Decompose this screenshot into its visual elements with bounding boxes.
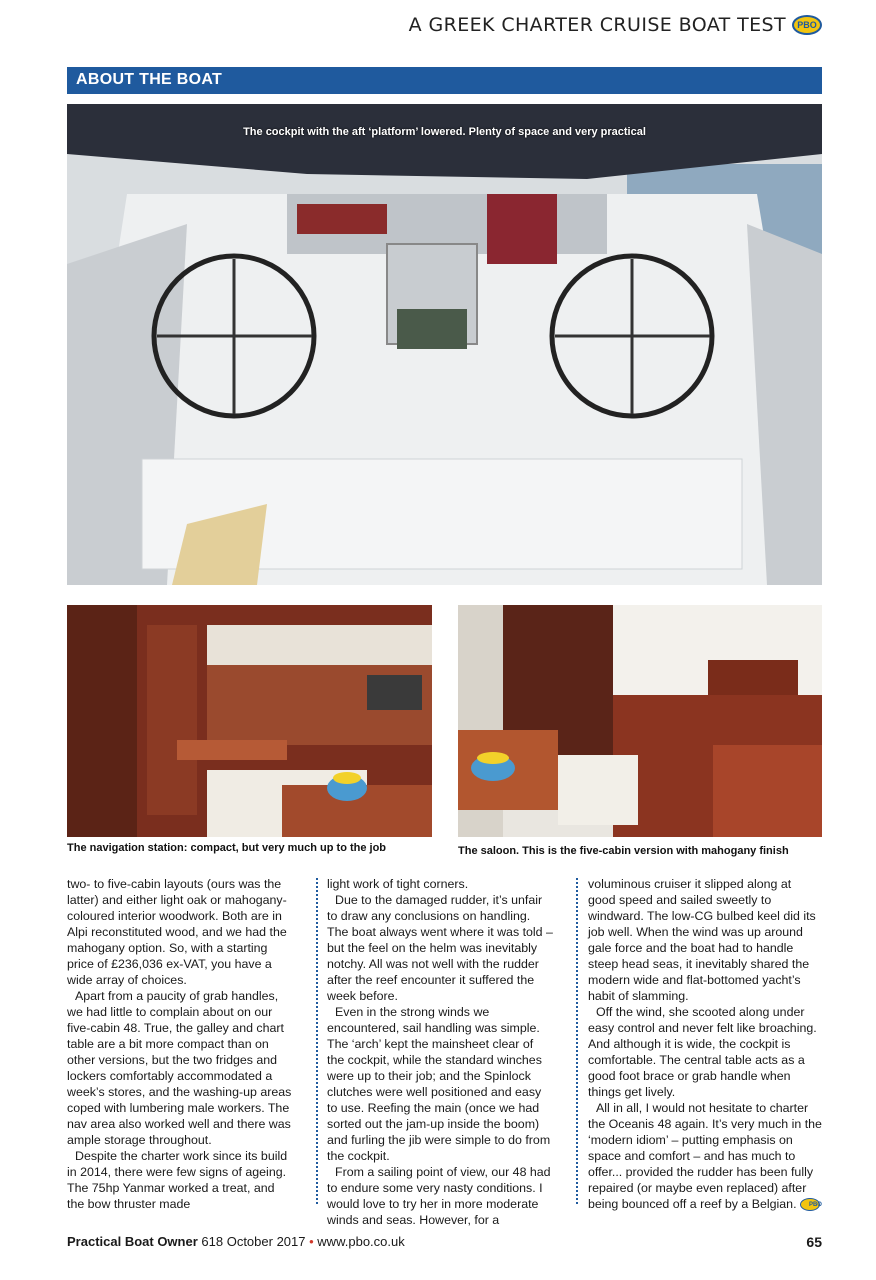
navigation-station-photo (67, 605, 432, 837)
cockpit-photo (67, 104, 822, 585)
end-mark-logo-icon: PBO (800, 1198, 820, 1211)
saloon-caption: The saloon. This is the five-cabin version with mahogany finish (458, 845, 789, 857)
page-footer (67, 1234, 822, 1249)
magazine-name: Practical Boat Owner (67, 1234, 198, 1249)
paragraph: voluminous cruiser it slipped along at good speed and sailed sweetly to windward. The low-CG bulbed keel did its job well. When the wind was up around gale force and the boat had to handle steep head seas, it inevitably shared the modern wide and flat-bottomed yacht’s habit of slamming. (588, 877, 816, 1003)
page-number: 65 (806, 1234, 822, 1250)
text-column-1 (67, 876, 293, 1212)
header-title: A GREEK CHARTER CRUISE BOAT TEST (408, 14, 786, 36)
paragraph (588, 1100, 822, 1212)
saloon-photo (458, 605, 822, 837)
paragraph: Even in the strong winds we encountered, sail handling was simple. The ‘arch’ kept the mainsheet clear of the cockpit, while the standard winches were up to their job; and the Spinlock clutches were well positioned and easy to use. Reefing the main (once we had sorted out the jam-up inside the boom) and furling the jib were simple to do from the cockpit. (327, 1005, 551, 1163)
paragraph: light work of tight corners. (327, 877, 469, 891)
paragraph: Apart from a paucity of grab handles, we had little to complain about on our five-cabin 48. True, the galley and chart table are a bit more compact than on other versions, but the two fridges and lockers comfortably accommodated a week’s stores, and the washing-up areas coped with lumbering male workers. The nav area also worked well and there was ample storage throughout. (67, 989, 292, 1147)
paragraph: Due to the damaged rudder, it’s unfair to draw any conclusions on handling. The boat always went where it was told – but the feel on the helm was inevitably notchy. All was not well with the rudder after the reef encounter it suffered the week before. (327, 893, 553, 1003)
final-paragraph-text: All in all, I would not hesitate to charter the Oceanis 48 again. It’s very much in the ‘modern idiom’ – putting emphasis on space and comfort – and has much to offer... provided the rudder has been fully repaired (or maybe even replaced) after being bounced off a reef by a Belgian. (588, 1101, 822, 1211)
nav-station-caption: The navigation station: compact, but very much up to the job (67, 842, 387, 854)
paragraph: From a sailing point of view, our 48 had to endure some very nasty conditions. I would love to try her in more moderate winds and seas. However, for a (327, 1165, 551, 1227)
paragraph: two- to five-cabin layouts (ours was the latter) and either light oak or mahogany-coloured interior woodwork. Both are in Alpi reconstituted wood, and we had the mahogany option. So, with a starting price of £236,036 ex-VAT, you have a wide array of choices. (67, 877, 287, 987)
paragraph: Despite the charter work since its build in 2014, there were few signs of ageing. The 75hp Yanmar worked a treat, and the bow thruster made (67, 1149, 288, 1211)
section-title: ABOUT THE BOAT (76, 71, 223, 88)
text-column-2 (327, 876, 553, 1228)
issue-info: 618 October 2017 (201, 1234, 306, 1249)
section-title-bar (67, 67, 822, 94)
column-divider (576, 878, 578, 1204)
paragraph: Off the wind, she scooted along under easy control and never felt like broaching. And although it is wide, the cockpit is comfortable. The central table acts as a good foot brace or grab handle when things get lively. (588, 1005, 817, 1099)
text-column-3 (588, 876, 822, 1212)
cockpit-photo-caption: The cockpit with the aft ‘platform’ lowered. Plenty of space and very practical (243, 126, 646, 138)
website-link[interactable]: www.pbo.co.uk (317, 1234, 405, 1249)
bullet-separator: • (309, 1234, 314, 1249)
running-header (409, 14, 822, 36)
column-divider (316, 878, 318, 1204)
pbo-logo-icon: PBO (792, 15, 822, 35)
